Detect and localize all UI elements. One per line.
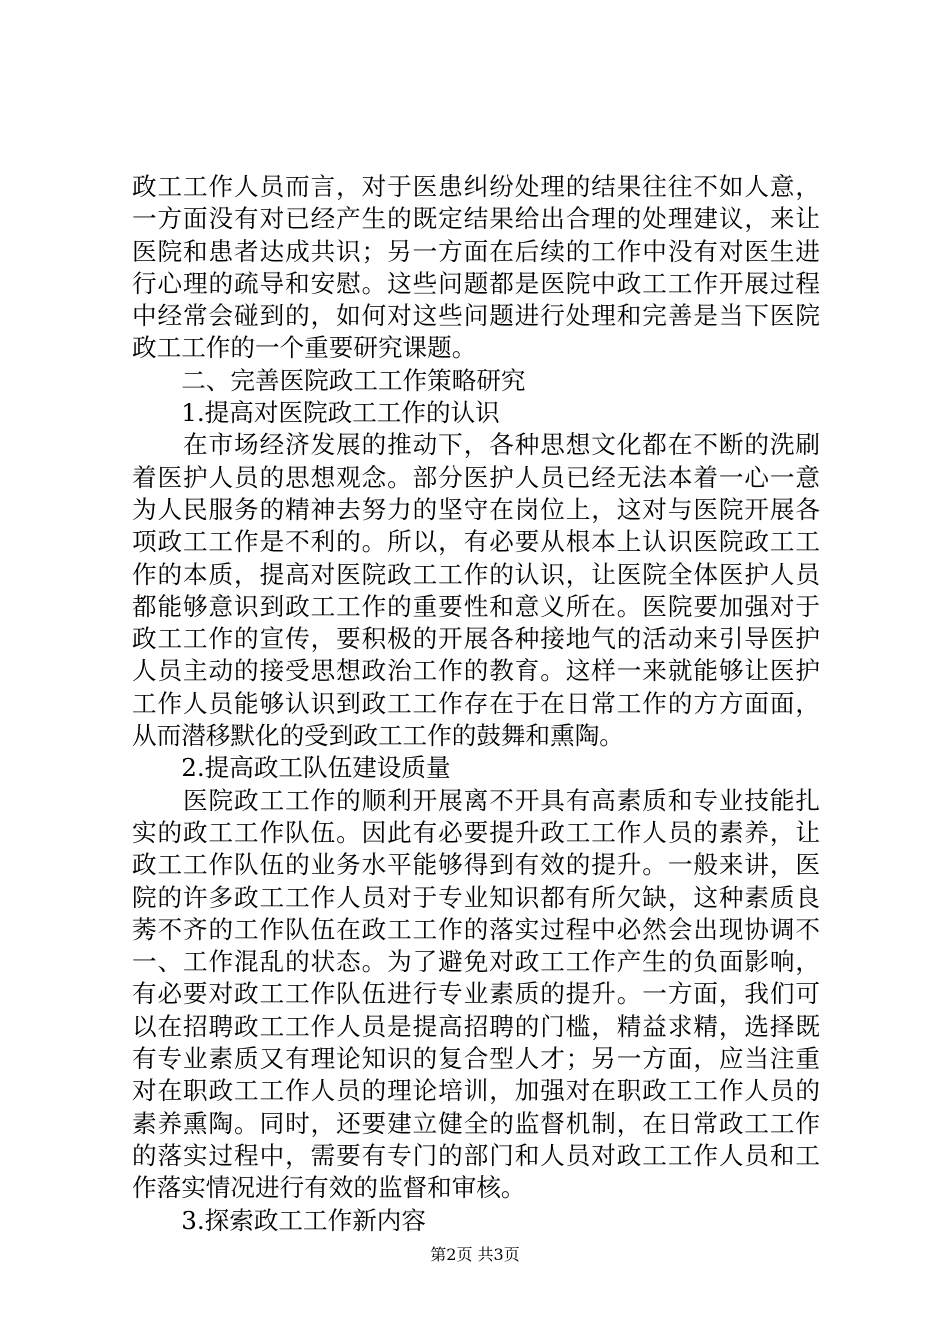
text-line: 医院政工工作的顺利开展离不开具有高素质和专业技能扎: [132, 785, 820, 815]
text-line: 政工工作的宣传，要积极的开展各种接地气的活动来引导医护: [132, 624, 820, 654]
text-line: 政工工作队伍的业务水平能够得到有效的提升。一般来讲，医: [132, 850, 820, 880]
text-line: 莠不齐的工作队伍在政工工作的落实过程中必然会出现协调不: [132, 914, 820, 944]
text-line: 一、工作混乱的状态。为了避免对政工工作产生的负面影响，: [132, 947, 820, 977]
subsection-heading-text: 2.提高政工队伍建设质量: [132, 753, 451, 783]
text-line: 素养熏陶。同时，还要建立健全的监督机制，在日常政工工作: [132, 1108, 820, 1138]
paragraph: [132, 429, 820, 752]
subsection-heading-text: 1.提高对医院政工工作的认识: [132, 398, 500, 428]
text-line: 人员主动的接受思想政治工作的教育。这样一来就能够让医护: [132, 656, 820, 686]
text-line: 有必要对政工工作队伍进行专业素质的提升。一方面，我们可: [132, 979, 820, 1009]
subsection-heading: [132, 397, 820, 429]
text-line: 项政工工作是不利的。所以，有必要从根本上认识医院政工工: [132, 527, 820, 557]
text-line: 着医护人员的思想观念。部分医护人员已经无法本着一心一意: [132, 462, 820, 492]
text-line: 从而潜移默化的受到政工工作的鼓舞和熏陶。: [132, 721, 624, 751]
subsection-heading: [132, 1205, 820, 1237]
section-heading: [132, 365, 820, 397]
page-indicator: 第2页 共3页: [430, 1245, 520, 1264]
text-line: 实的政工工作队伍。因此有必要提升政工工作人员的素养，让: [132, 817, 820, 847]
text-line: 政工工作的一个重要研究课题。: [132, 333, 477, 363]
text-line: 对在职政工工作人员的理论培训，加强对在职政工工作人员的: [132, 1076, 820, 1106]
paragraph: [132, 785, 820, 1205]
text-line: 以在招聘政工工作人员是提高招聘的门槛，精益求精，选择既: [132, 1011, 820, 1041]
document-body: [132, 171, 820, 1237]
text-line: 工作人员能够认识到政工工作存在于在日常工作的方方面面，: [132, 688, 820, 718]
text-line: 有专业素质又有理论知识的复合型人才；另一方面，应当注重: [132, 1044, 820, 1074]
text-line: 院的许多政工工作人员对于专业知识都有所欠缺，这种素质良: [132, 882, 820, 912]
subsection-heading: [132, 752, 820, 784]
text-line: 都能够意识到政工工作的重要性和意义所在。医院要加强对于: [132, 591, 820, 621]
text-line: 中经常会碰到的，如何对这些问题进行处理和完善是当下医院: [132, 301, 820, 331]
page-footer: [0, 1244, 950, 1266]
text-line: 作的本质，提高对医院政工工作的认识，让医院全体医护人员: [132, 559, 820, 589]
text-line: 作落实情况进行有效的监督和审核。: [132, 1173, 526, 1203]
paragraph: [132, 171, 820, 365]
subsection-heading-text: 3.探索政工工作新内容: [132, 1205, 426, 1235]
text-line: 政工工作人员而言，对于医患纠纷处理的结果往往不如人意，: [132, 172, 820, 201]
text-line: 行心理的疏导和安慰。这些问题都是医院中政工工作开展过程: [132, 268, 820, 298]
text-line: 一方面没有对已经产生的既定结果给出合理的处理建议，来让: [132, 204, 820, 234]
text-line: 为人民服务的精神去努力的坚守在岗位上，这对与医院开展各: [132, 494, 820, 524]
section-heading-text: 二、完善医院政工工作策略研究: [132, 365, 526, 395]
text-line: 医院和患者达成共识；另一方面在后续的工作中没有对医生进: [132, 236, 820, 266]
text-line: 的落实过程中，需要有专门的部门和人员对政工工作人员和工: [132, 1140, 820, 1170]
text-line: 在市场经济发展的推动下，各种思想文化都在不断的洗刷: [132, 430, 820, 460]
